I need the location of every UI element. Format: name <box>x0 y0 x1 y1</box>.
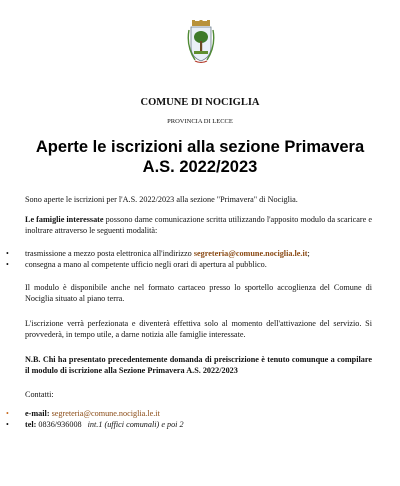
activation-paragraph: L'iscrizione verrà perfezionata e diventerà effettiva solo al momento dell'attivazione del servizio. Si provvederà, in tempo utile, a darne notizia alle famiglie interessate. <box>25 319 372 339</box>
contact-email-link[interactable]: segreteria@comune.nociglia.le.it <box>51 409 160 418</box>
method-text: trasmissione a mezzo posta elettronica all'indirizzo <box>25 249 194 258</box>
contacts-label: Contatti: <box>25 390 54 399</box>
families-paragraph <box>25 214 372 236</box>
municipality-name: COMUNE DI NOCIGLIA <box>140 97 260 108</box>
tel-label: tel: <box>25 420 37 429</box>
municipal-crest-icon <box>186 20 216 64</box>
bullet-icon: • <box>6 420 9 429</box>
list-item <box>0 408 380 419</box>
page-title <box>0 137 400 177</box>
phone-note: int.1 (uffici comunali) e poi 2 <box>87 420 184 429</box>
list-item <box>0 248 380 259</box>
list-item <box>0 419 380 430</box>
title-line-2: A.S. 2022/2023 <box>142 158 258 176</box>
province-name: PROVINCIA DI LECCE <box>167 118 233 125</box>
bullet-icon: • <box>6 409 9 418</box>
nb-paragraph: N.B. Chi ha presentato precedentemente domanda di preiscrizione è tenuto comunque a compilare il modulo di iscrizione alla Sezione Primavera A.S. 2022/2023 <box>25 355 372 375</box>
email-link[interactable]: segreteria@comune.nociglia.le.it <box>193 249 308 258</box>
submission-methods-list <box>0 248 380 270</box>
phone-number: 0836/936008 <box>38 420 82 429</box>
families-text: possono darne comunicazione scritta utilizzando l'apposito modulo da scaricare e inoltrare attraverso le seguenti modalità: <box>25 215 372 235</box>
paper-form-paragraph: Il modulo è disponibile anche nel formato cartaceo presso lo sportello accoglienza del Comune di Nociglia situato al piano terra. <box>25 283 372 303</box>
title-line-1: Aperte le iscrizioni alla sezione Primavera <box>35 138 365 156</box>
email-label: e-mail: <box>25 409 50 418</box>
list-item <box>0 259 380 270</box>
bullet-icon: • <box>6 249 9 258</box>
families-bold: Le famiglie interessate <box>25 215 104 224</box>
method-text: consegna a mano al competente ufficio negli orari di apertura al pubblico. <box>25 260 267 269</box>
contacts-list <box>0 408 380 430</box>
method-tail: ; <box>307 249 310 258</box>
bullet-icon: • <box>6 260 9 269</box>
intro-paragraph: Sono aperte le iscrizioni per l'A.S. 2022/2023 alla sezione "Primavera" di Nociglia. <box>25 195 298 204</box>
